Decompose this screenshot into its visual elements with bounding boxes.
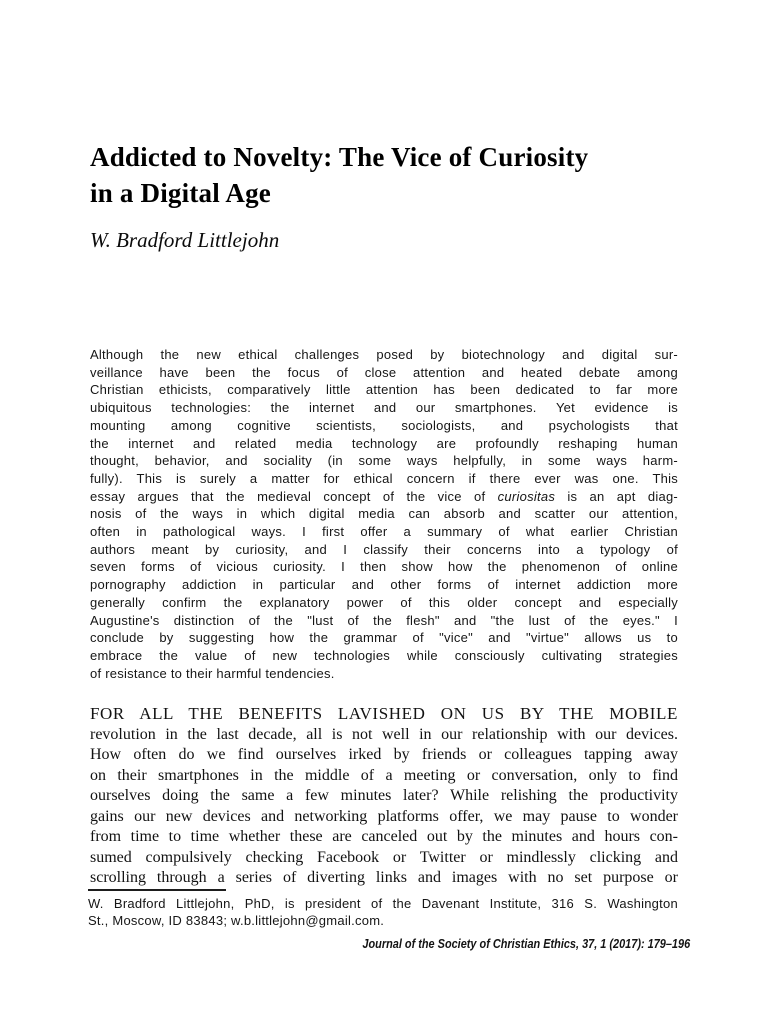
text-line: essay argues that the medieval concept of the vice of curiositas is an apt diag- — [90, 488, 679, 504]
text-line: conclude by suggesting how the grammar of "vice" and "virtue" allows us to — [90, 630, 678, 646]
text-line: mounting among cognitive scientists, sociologists, and psychologists that — [90, 417, 678, 433]
text-line: Christian ethicists, comparatively little attention has been dedicated to far more — [90, 382, 678, 398]
text-line: authors meant by curiosity, and I classify their concerns into a typology of — [90, 541, 678, 557]
text-line: W. Bradford Littlejohn, PhD, is president of the Davenant Institute, 316 S. Washington — [88, 896, 678, 911]
text-line: fully). This is surely a matter for ethical concern if there ever was one. This — [90, 470, 678, 486]
text-line: nosis of the ways in which digital media can absorb and scatter our attention, — [90, 506, 678, 522]
text-line: veillance have been the focus of close attention and heated debate among — [90, 364, 678, 380]
text-line: ourselves doing the same a few minutes later? While relishing the productivity — [90, 787, 678, 804]
journal-citation-text — [362, 936, 690, 952]
text-line: Although the new ethical challenges posed by biotechnology and digital sur- — [90, 347, 678, 362]
text-line: seven forms of vicious curiosity. I then show how the phenomenon of online — [90, 559, 678, 575]
text-line: of resistance to their harmful tendencies. — [90, 665, 335, 681]
text-line: embrace the value of new technologies while consciously cultivating strategies — [90, 647, 678, 663]
text-line: from time to time whether these are canceled out by the minutes and hours con- — [90, 828, 678, 845]
author-name: W. Bradford Littlejohn — [90, 228, 280, 252]
text-line: How often do we find ourselves irked by friends or colleagues tapping away — [90, 746, 678, 763]
text-line: often in pathological ways. I first offer a summary of what earlier Christian — [90, 524, 678, 540]
text-line: FOR ALL THE BENEFITS LAVISHED ON US BY THE MOBILE — [90, 704, 678, 723]
text-line: Augustine's distinction of the "lust of the flesh" and "the lust of the eyes." I — [90, 612, 678, 628]
abstract — [90, 346, 678, 682]
text-line: St., Moscow, ID 83843; w.b.littlejohn@gmail.com. — [88, 913, 385, 928]
text-line: ubiquitous technologies: the internet and our smartphones. Yet evidence is — [90, 400, 678, 416]
article-title-line2: in a Digital Age — [90, 178, 271, 208]
article-title-line1: Addicted to Novelty: The Vice of Curiosity — [90, 142, 589, 172]
text-line: the internet and related media technology are profoundly reshaping human — [90, 435, 678, 451]
footnote-rule — [88, 889, 226, 891]
text-line: revolution in the last decade, all is not well in our relationship with our devices. — [90, 725, 678, 743]
journal-name: Journal of the Society of Christian Ethics — [362, 936, 576, 951]
author-footnote — [88, 895, 678, 929]
text-line: on their smartphones in the middle of a meeting or conversation, only to find — [90, 766, 678, 784]
text-line: pornography addiction in particular and other forms of internet addiction more — [90, 577, 678, 593]
text-line: thought, behavior, and sociality (in some ways helpfully, in some ways harm- — [90, 453, 678, 469]
article-title — [90, 139, 690, 211]
body-paragraph — [90, 704, 678, 889]
text-line: scrolling through a series of diverting links and images with no set purpose or — [90, 869, 678, 886]
text-line: sumed compulsively checking Facebook or Twitter or mindlessly clicking and — [90, 848, 678, 866]
journal-citation — [90, 936, 690, 952]
text-line: generally confirm the explanatory power of this older concept and especially — [90, 594, 678, 610]
text-line: gains our new devices and networking platforms offer, we may pause to wonder — [90, 807, 678, 825]
journal-volume-issue-pages: , 37, 1 (2017): 179–196 — [575, 936, 690, 951]
